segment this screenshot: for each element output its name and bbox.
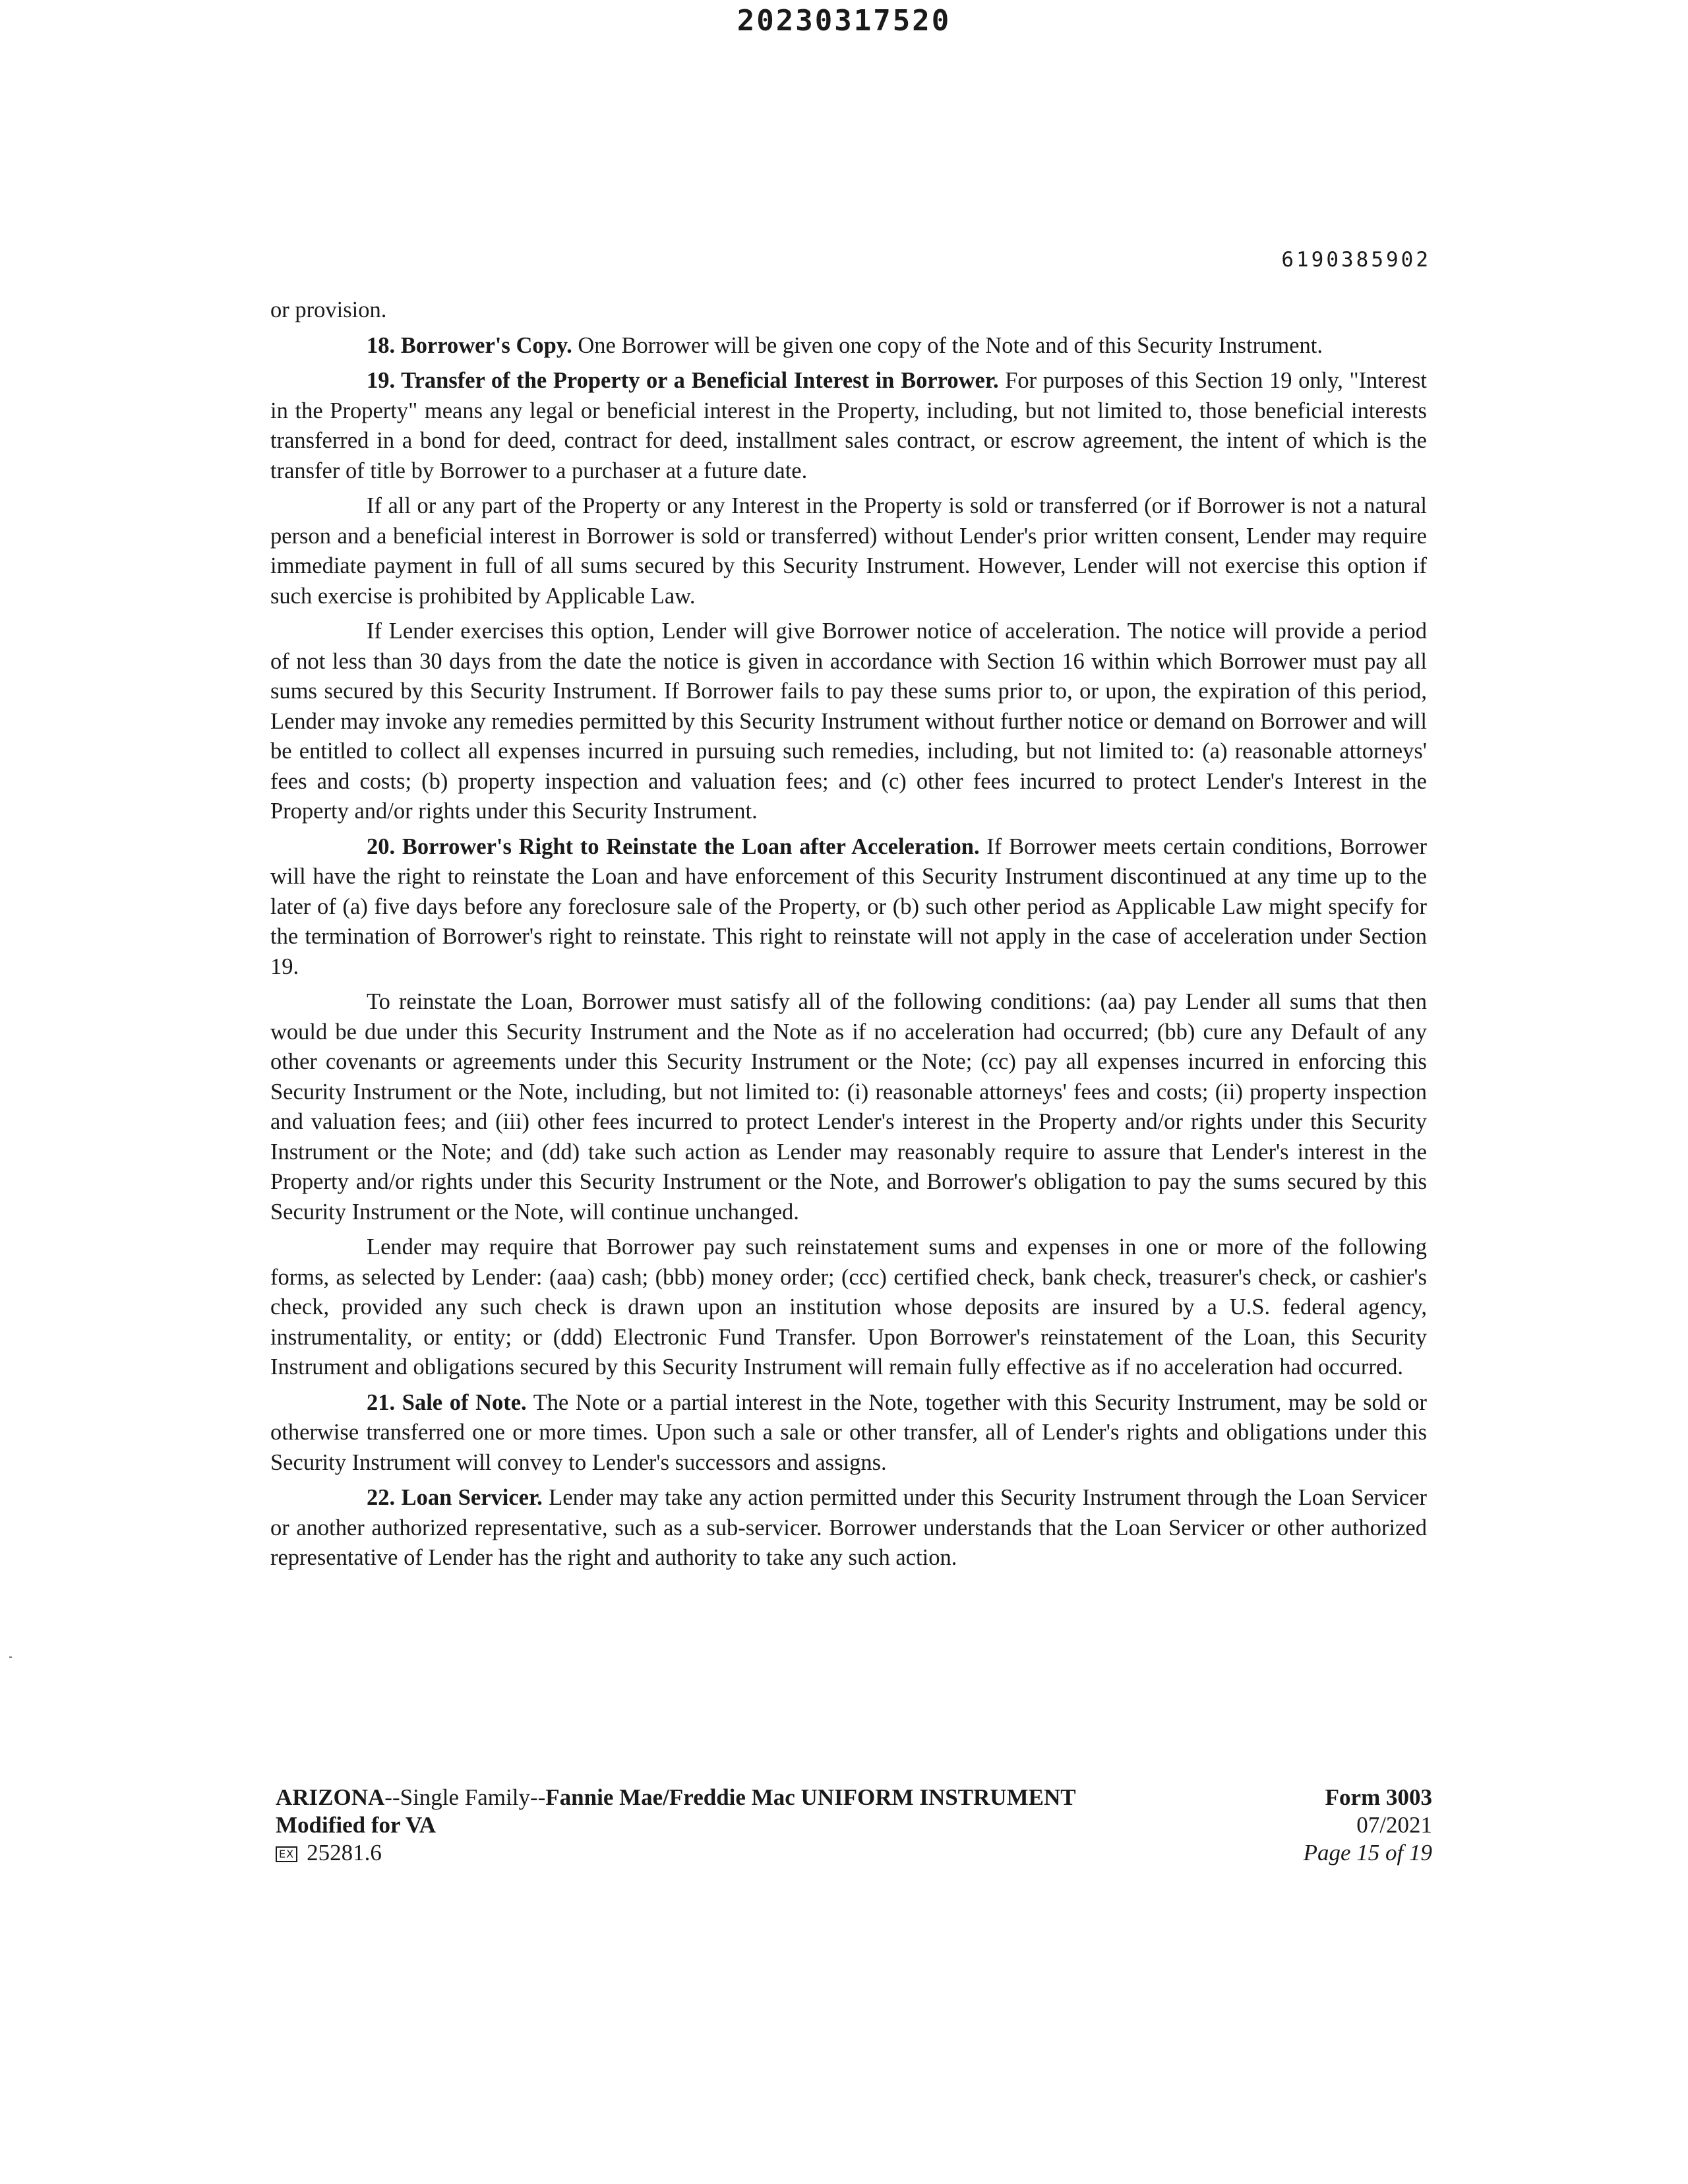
footer-state: ARIZONA [276, 1784, 385, 1810]
section-22-text: Lender may take any action permitted under this Security Instrument through the Loan Servicer or another authorized representative, such as a sub-servicer. Borrower understands that the Loan Servicer or other authorized representative of Lender has the right and authority to take any such action. [270, 1485, 1427, 1570]
section-18-heading: 18. Borrower's Copy. [367, 332, 572, 358]
footer-page-number: Page 15 of 19 [1303, 1840, 1432, 1866]
footer-doc-code: 25281.6 [307, 1840, 382, 1866]
section-19-heading: 19. Transfer of the Property or a Beneficial Interest in Borrower. [367, 368, 999, 393]
section-20-paragraph-3 [270, 1232, 1427, 1383]
section-19-paragraph-2 [270, 491, 1427, 611]
footer-doc-code-line [276, 1839, 1076, 1867]
continuation-text: or provision. [270, 297, 387, 322]
section-20 [270, 832, 1427, 983]
scan-speck [9, 1656, 12, 1658]
section-20-paragraph-2 [270, 987, 1427, 1227]
section-18 [270, 331, 1427, 361]
section-19 [270, 366, 1427, 486]
section-20-text: If Borrower meets certain conditions, Borrower will have the right to reinstate the Loan and have enforcement of this Security Instrument discontinued at any time up to the later of (a) five days before any foreclosure sale of the Property, or (b) such other period as Applicable Law might specify for the termination of Borrower's right to reinstate. This right to reinstate will not apply in the case of acceleration under Section 19. [270, 834, 1427, 979]
footer-separator: --Single Family-- [384, 1784, 546, 1810]
footer-left [276, 1784, 1076, 1867]
section-20-paragraph-3-text: Lender may require that Borrower pay such reinstatement sums and expenses in one or more of the following forms, as selected by Lender: (aaa) cash; (bbb) money order; (ccc) certified check, bank check, treasurer's check, or cashier's check, provided any such check is drawn upon an institution whose deposits are insured by a U.S. federal agency, instrumentality, or entity; or (ddd) Electronic Fund Transfer. Upon Borrower's reinstatement of the Loan, this Security Instrument and obligations secured by this Security Instrument will remain fully effective as if no acceleration had occurred. [270, 1234, 1427, 1380]
footer-form-date: 07/2021 [1356, 1812, 1432, 1838]
document-body [270, 295, 1427, 1579]
footer-form-number: Form 3003 [1325, 1784, 1432, 1810]
footer-agencies: Fannie Mae/Freddie Mac UNIFORM INSTRUMENT [545, 1784, 1076, 1810]
section-19-paragraph-3 [270, 617, 1427, 827]
section-20-paragraph-2-text: To reinstate the Loan, Borrower must satisfy all of the following conditions: (aa) pay Lender all sums that then would be due under this Security Instrument and the Note as if no acceleration had occurred; (bb) cure any Default of any other covenants or agreements under this Security Instrument or the Note; (cc) pay all expenses incurred in enforcing this Security Instrument or the Note, including, but not limited to: (i) reasonable attorneys' fees and costs; (ii) property inspection and valuation fees; and (iii) other fees incurred to protect Lender's interest in the Property and/or rights under this Security Instrument or the Note; and (dd) take such action as Lender may reasonably require to assure that Lender's interest in the Property and/or rights under this Security Instrument or the Note, and Borrower's obligation to pay the sums secured by this Security Instrument or the Note, will continue unchanged. [270, 989, 1427, 1225]
section-21-heading: 21. Sale of Note. [367, 1389, 527, 1415]
section-19-text: For purposes of this Section 19 only, "Interest in the Property" means any legal or beneficial interest in the Property, including, but not limited to, those beneficial interests transferred in a bond for deed, contract for deed, installment sales contract, or escrow agreement, the intent of which is the transfer of title by Borrower to a purchaser at a future date. [270, 368, 1427, 483]
section-18-text: One Borrower will be given one copy of the Note and of this Security Instrument. [572, 332, 1323, 358]
section-22-heading: 22. Loan Servicer. [367, 1485, 543, 1510]
footer-right [1304, 1784, 1432, 1867]
section-21 [270, 1388, 1427, 1478]
ellie-mae-logo-icon: EX [276, 1846, 297, 1862]
section-19-paragraph-3-text: If Lender exercises this option, Lender will give Borrower notice of acceleration. The notice will provide a period of not less than 30 days from the date the notice is given in accordance with Section 16 within which Borrower must pay all sums secured by this Security Instrument. If Borrower fails to pay these sums prior to, or upon, the expiration of this period, Lender may invoke any remedies permitted by this Security Instrument without further notice or demand on Borrower and will be entitled to collect all expenses incurred in pursuing such remedies, including, but not limited to: (a) reasonable attorneys' fees and costs; (b) property inspection and valuation fees; and (c) other fees incurred to protect Lender's Interest in the Property and/or rights under this Security Instrument. [270, 619, 1427, 824]
section-19-paragraph-2-text: If all or any part of the Property or any Interest in the Property is sold or transferred (or if Borrower is not a natural person and a beneficial interest in Borrower is sold or transferred) without Lender's prior written consent, Lender may require immediate payment in full of all sums secured by this Security Instrument. However, Lender will not exercise this option if such exercise is prohibited by Applicable Law. [270, 493, 1427, 609]
footer-modified: Modified for VA [276, 1812, 437, 1838]
section-21-text: The Note or a partial interest in the Note, together with this Security Instrument, may be sold or otherwise transferred one or more times. Upon such a sale or other transfer, all of Lender's rights and obligations under this Security Instrument will convey to Lender's successors and assigns. [270, 1389, 1427, 1475]
recording-number: 20230317520 [737, 4, 951, 38]
loan-number: 6190385902 [1281, 248, 1431, 272]
section-22 [270, 1483, 1427, 1573]
paragraph-continuation [270, 295, 1427, 326]
section-20-heading: 20. Borrower's Right to Reinstate the Loan after Acceleration. [367, 834, 980, 859]
footer-instrument-line [276, 1784, 1076, 1811]
